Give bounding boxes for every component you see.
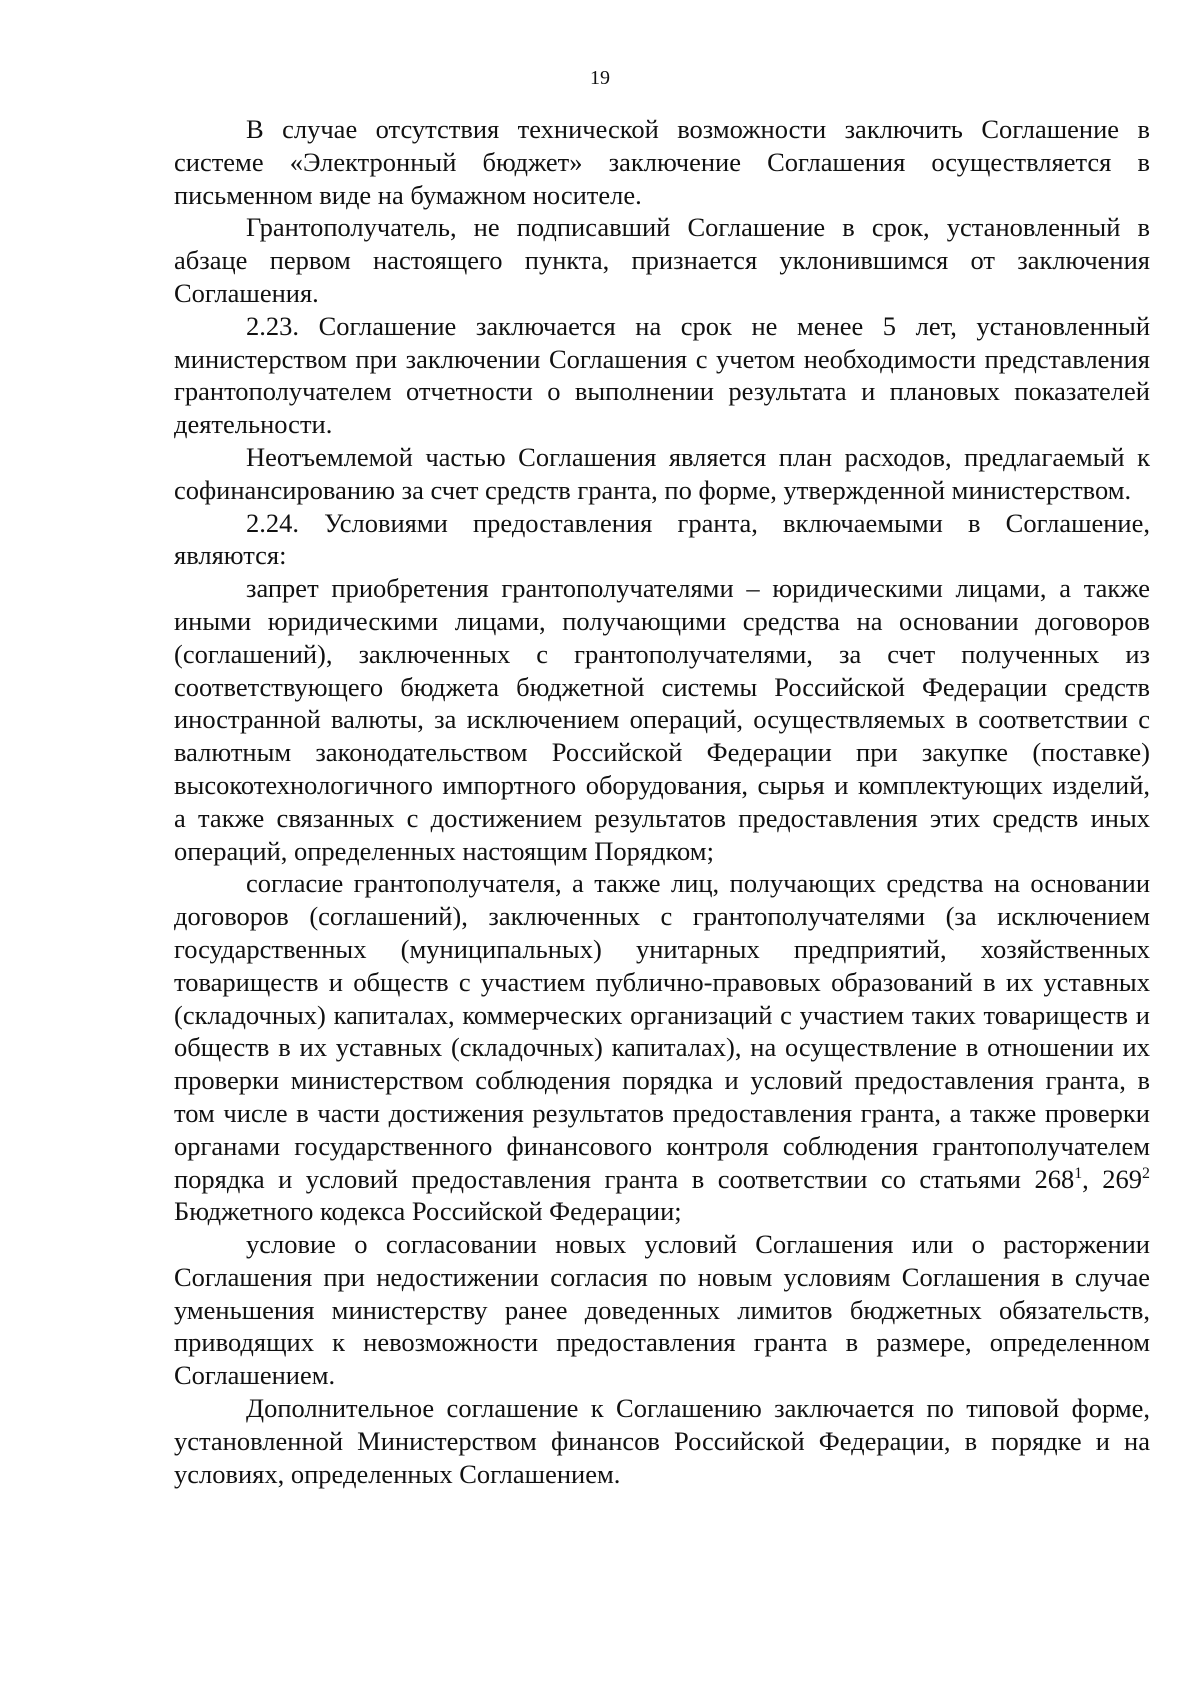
paragraph-consent xyxy=(174,867,1150,1228)
paragraph-currency-ban: запрет приобретения грантополучателями – юридическими лицами, а также иными юридическими лицами, получающими средства на основании договоров (соглашений), заключенных с грантополучателями, за счет полученных из соответствующего бюджета бюджетной системы Российской Федерации средств иностранной валюты, за исключением операций, осуществляемых в соответствии с валютным законодательством Российской Федерации при закупке (поставке) высокотехнологичного импортного оборудования, сырья и комплектующих изделий, а также связанных с достижением результатов предоставления этих средств иных операций, определенных настоящим Порядком; xyxy=(174,573,1150,866)
paragraph-2-23: 2.23. Соглашение заключается на срок не менее 5 лет, установленный министерством при заключении Соглашения с учетом необходимости представления грантополучателем отчетности о выполнении результата и плановых показателей деятельности. xyxy=(174,310,1150,440)
paragraph-new-conditions: условие о согласовании новых условий Соглашения или о расторжении Соглашения при недостижении согласия по новым условиям Соглашения в случае уменьшения министерству ранее доведенных лимитов бюджетных обязательств, приводящих к невозможности предоставления гранта в размере, определенном Соглашением. xyxy=(174,1229,1150,1391)
paragraph-additional-agreement: Дополнительное соглашение к Соглашению заключается по типовой форме, установленной Министерством финансов Российской Федерации, в порядке и на условиях, определенных Соглашением. xyxy=(174,1393,1150,1489)
consent-text-middle: , 269 xyxy=(1082,1163,1143,1194)
consent-text-start: согласие грантополучателя, а также лиц, получающих средства на основании договоров (соглашений), заключенных с грантополучателями (за исключением государственных (муниципальных) унитарных предприятий, хозяйственных товариществ и обществ с участием публично-правовых образований в их уставных (складочных) капиталах, коммерческих организаций с участием таких товариществ и обществ в их уставных (складочных) капиталах), на осуществление в отношении их проверки министерством соблюдения порядка и условий предоставления гранта, в том числе в части достижения результатов предоставления гранта, а также проверки органами государственного финансового контроля соблюдения грантополучателем порядка и условий предоставления гранта в соответствии со статьями 268 xyxy=(174,868,1150,1194)
superscript-1: 1 xyxy=(1074,1164,1083,1182)
consent-text-end: Бюджетного кодекса Российской Федерации; xyxy=(174,1196,682,1227)
paragraph-expense-plan: Неотъемлемой частью Соглашения является план расходов, предлагаемый к софинансированию за счет средств гранта, по форме, утвержденной министерством. xyxy=(174,441,1150,505)
paragraph-2-24: 2.24. Условиями предоставления гранта, включаемыми в Соглашение, являются: xyxy=(174,507,1150,571)
page-number: 19 xyxy=(590,67,610,89)
paragraph-electronic-budget: В случае отсутствия технической возможности заключить Соглашение в системе «Электронный бюджет» заключение Соглашения осуществляется в письменном виде на бумажном носителе. xyxy=(174,114,1150,210)
paragraph-evasion: Грантополучатель, не подписавший Соглашение в срок, установленный в абзаце первом настоящего пункта, признается уклонившимся от заключения Соглашения. xyxy=(174,212,1150,308)
document-body xyxy=(174,113,1150,1490)
superscript-2: 2 xyxy=(1142,1164,1150,1182)
